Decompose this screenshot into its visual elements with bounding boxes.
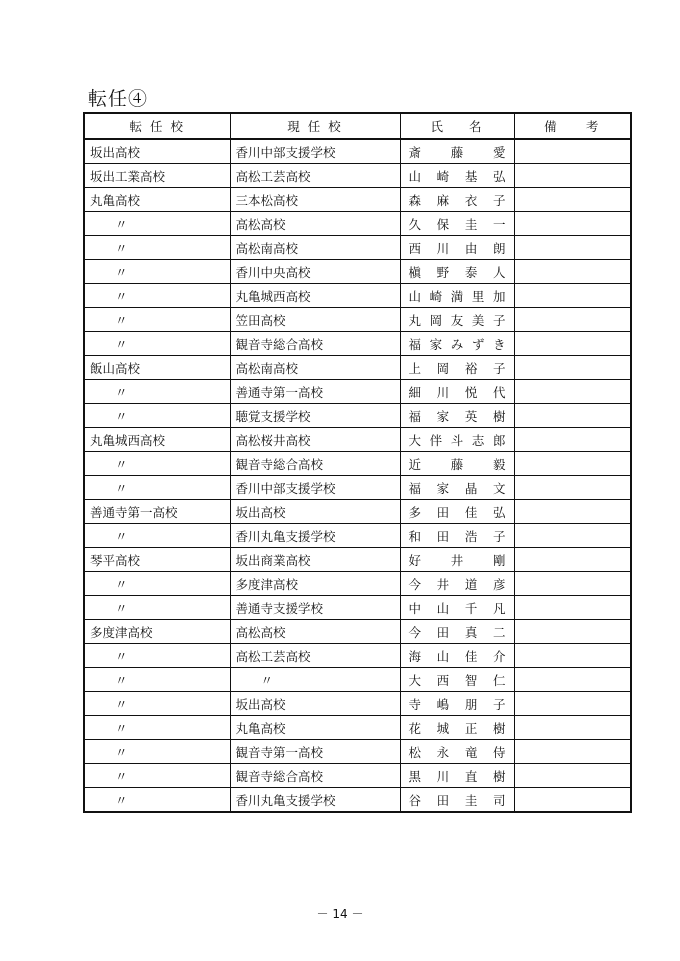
- note-cell: [514, 500, 631, 524]
- current-school-cell: 観音寺総合高校: [230, 452, 400, 476]
- current-school-cell: 多度津高校: [230, 572, 400, 596]
- note-cell: [514, 788, 631, 813]
- current-school-cell: 高松高校: [230, 620, 400, 644]
- name-cell: [400, 620, 514, 644]
- table-row: [84, 764, 631, 788]
- from-school-cell: 〃: [84, 452, 230, 476]
- name-cell: [400, 308, 514, 332]
- name-text: 山 崎 基 弘: [408, 168, 506, 184]
- name-text: 中 山 千 凡: [408, 600, 506, 616]
- from-school-cell: 〃: [84, 236, 230, 260]
- name-text: 黒 川 直 樹: [408, 768, 506, 784]
- name-cell: [400, 764, 514, 788]
- note-cell: [514, 308, 631, 332]
- table-row: [84, 572, 631, 596]
- name-text: 斎 藤 愛: [408, 144, 506, 160]
- from-school-cell: 〃: [84, 260, 230, 284]
- table-row: [84, 692, 631, 716]
- note-cell: [514, 548, 631, 572]
- table-row: [84, 596, 631, 620]
- current-school-cell: 坂出高校: [230, 692, 400, 716]
- name-cell: [400, 404, 514, 428]
- current-school-cell: 高松南高校: [230, 356, 400, 380]
- note-cell: [514, 476, 631, 500]
- current-school-cell: 高松南高校: [230, 236, 400, 260]
- current-school-cell: 高松桜井高校: [230, 428, 400, 452]
- name-text: 和 田 浩 子: [408, 528, 506, 544]
- name-text: 寺 嶋 朋 子: [408, 696, 506, 712]
- table-row: [84, 428, 631, 452]
- table-row: [84, 500, 631, 524]
- from-school-cell: 琴平高校: [84, 548, 230, 572]
- note-cell: [514, 380, 631, 404]
- name-text: 今 井 道 彦: [408, 576, 506, 592]
- name-cell: [400, 284, 514, 308]
- from-school-cell: 〃: [84, 308, 230, 332]
- from-school-cell: 〃: [84, 476, 230, 500]
- note-cell: [514, 620, 631, 644]
- current-school-cell: 高松高校: [230, 212, 400, 236]
- note-cell: [514, 692, 631, 716]
- name-cell: [400, 500, 514, 524]
- current-school-cell: 〃: [230, 668, 400, 692]
- current-school-cell: 善通寺支援学校: [230, 596, 400, 620]
- table-row: [84, 788, 631, 813]
- note-cell: [514, 260, 631, 284]
- table-row: [84, 139, 631, 164]
- name-cell: [400, 668, 514, 692]
- name-text: 福 家 英 樹: [408, 408, 506, 424]
- from-school-cell: 坂出工業高校: [84, 164, 230, 188]
- name-text: 細 川 悦 代: [408, 384, 506, 400]
- name-text: 近 藤 毅: [408, 456, 506, 472]
- table-row: [84, 356, 631, 380]
- note-cell: [514, 356, 631, 380]
- name-cell: [400, 716, 514, 740]
- from-school-cell: 〃: [84, 596, 230, 620]
- from-school-cell: 〃: [84, 788, 230, 813]
- current-school-cell: 丸亀城西高校: [230, 284, 400, 308]
- current-school-cell: 坂出高校: [230, 500, 400, 524]
- from-school-cell: 〃: [84, 764, 230, 788]
- name-text: 丸 岡 友 美 子: [408, 312, 506, 328]
- header-note-char: 考: [585, 119, 601, 134]
- name-cell: [400, 524, 514, 548]
- from-school-cell: 坂出高校: [84, 139, 230, 164]
- note-cell: [514, 188, 631, 212]
- table-row: [84, 188, 631, 212]
- name-cell: [400, 692, 514, 716]
- current-school-cell: 香川中部支援学校: [230, 139, 400, 164]
- header-note: [514, 113, 631, 139]
- from-school-cell: 〃: [84, 644, 230, 668]
- note-cell: [514, 668, 631, 692]
- name-text: 大 伴 斗 志 郎: [408, 432, 506, 448]
- name-cell: [400, 188, 514, 212]
- from-school-cell: 〃: [84, 572, 230, 596]
- name-cell: [400, 236, 514, 260]
- table-body: [84, 139, 631, 812]
- header-note-char: 備: [544, 119, 559, 134]
- header-name: [400, 113, 514, 139]
- from-school-cell: 多度津高校: [84, 620, 230, 644]
- name-cell: [400, 788, 514, 813]
- from-school-cell: 〃: [84, 212, 230, 236]
- name-text: 山 崎 満 里 加: [408, 288, 506, 304]
- current-school-cell: 香川丸亀支援学校: [230, 788, 400, 813]
- from-school-cell: 〃: [84, 380, 230, 404]
- note-cell: [514, 428, 631, 452]
- section-title: 転任④: [88, 88, 149, 110]
- header-name-char: 氏: [430, 119, 445, 134]
- name-text: 福 家 晶 文: [408, 480, 506, 496]
- current-school-cell: 観音寺総合高校: [230, 332, 400, 356]
- name-cell: [400, 260, 514, 284]
- table-row: [84, 284, 631, 308]
- name-cell: [400, 356, 514, 380]
- current-school-cell: 観音寺総合高校: [230, 764, 400, 788]
- note-cell: [514, 596, 631, 620]
- note-cell: [514, 164, 631, 188]
- name-text: 松 永 竜 侍: [408, 744, 506, 760]
- current-school-cell: 坂出商業高校: [230, 548, 400, 572]
- name-text: 槇 野 泰 人: [408, 264, 506, 280]
- from-school-cell: 飯山高校: [84, 356, 230, 380]
- note-cell: [514, 572, 631, 596]
- name-text: 谷 田 圭 司: [408, 792, 506, 808]
- current-school-cell: 観音寺第一高校: [230, 740, 400, 764]
- from-school-cell: 〃: [84, 332, 230, 356]
- table-row: [84, 332, 631, 356]
- table-row: [84, 740, 631, 764]
- header-current-school: 現 任 校: [230, 113, 400, 139]
- table-row: [84, 164, 631, 188]
- from-school-cell: 丸亀高校: [84, 188, 230, 212]
- name-cell: [400, 139, 514, 164]
- name-text: 西 川 由 朗: [408, 240, 506, 256]
- current-school-cell: 高松工芸高校: [230, 644, 400, 668]
- name-text: 森 麻 衣 子: [408, 192, 506, 208]
- name-text: 今 田 真 二: [408, 624, 506, 640]
- name-text: 福 家 み ず き: [408, 336, 506, 352]
- from-school-cell: 〃: [84, 692, 230, 716]
- name-text: 大 西 智 仁: [408, 672, 506, 688]
- note-cell: [514, 284, 631, 308]
- name-cell: [400, 452, 514, 476]
- name-text: 海 山 佳 介: [408, 648, 506, 664]
- name-text: 花 城 正 樹: [408, 720, 506, 736]
- header-name-char: 名: [468, 119, 484, 134]
- table-row: [84, 668, 631, 692]
- current-school-cell: 笠田高校: [230, 308, 400, 332]
- table-row: [84, 644, 631, 668]
- note-cell: [514, 139, 631, 164]
- table-row: [84, 236, 631, 260]
- note-cell: [514, 764, 631, 788]
- name-cell: [400, 212, 514, 236]
- note-cell: [514, 236, 631, 260]
- note-cell: [514, 644, 631, 668]
- name-cell: [400, 740, 514, 764]
- from-school-cell: 〃: [84, 284, 230, 308]
- current-school-cell: 聴覚支援学校: [230, 404, 400, 428]
- from-school-cell: 〃: [84, 404, 230, 428]
- current-school-cell: 三本松高校: [230, 188, 400, 212]
- table-row: [84, 452, 631, 476]
- table-row: [84, 476, 631, 500]
- table-row: [84, 260, 631, 284]
- current-school-cell: 丸亀高校: [230, 716, 400, 740]
- name-text: 好 井 剛: [408, 552, 506, 568]
- note-cell: [514, 212, 631, 236]
- from-school-cell: 善通寺第一高校: [84, 500, 230, 524]
- from-school-cell: 〃: [84, 668, 230, 692]
- current-school-cell: 高松工芸高校: [230, 164, 400, 188]
- table-row: [84, 620, 631, 644]
- table-row: [84, 212, 631, 236]
- name-cell: [400, 428, 514, 452]
- table-row: [84, 716, 631, 740]
- name-cell: [400, 644, 514, 668]
- table-row: [84, 308, 631, 332]
- current-school-cell: 香川中央高校: [230, 260, 400, 284]
- note-cell: [514, 452, 631, 476]
- name-text: 久 保 圭 一: [408, 216, 506, 232]
- table-row: [84, 404, 631, 428]
- current-school-cell: 香川中部支援学校: [230, 476, 400, 500]
- from-school-cell: 〃: [84, 716, 230, 740]
- note-cell: [514, 716, 631, 740]
- name-cell: [400, 476, 514, 500]
- from-school-cell: 丸亀城西高校: [84, 428, 230, 452]
- name-cell: [400, 548, 514, 572]
- note-cell: [514, 332, 631, 356]
- table-row: [84, 524, 631, 548]
- table-row: [84, 548, 631, 572]
- page-number: － 14 －: [316, 907, 364, 921]
- transfer-table: [83, 112, 632, 813]
- note-cell: [514, 524, 631, 548]
- current-school-cell: 香川丸亀支援学校: [230, 524, 400, 548]
- current-school-cell: 善通寺第一高校: [230, 380, 400, 404]
- header-from-school: 転 任 校: [84, 113, 230, 139]
- note-cell: [514, 404, 631, 428]
- name-text: 多 田 佳 弘: [408, 504, 506, 520]
- name-text: 上 岡 裕 子: [408, 360, 506, 376]
- note-cell: [514, 740, 631, 764]
- name-cell: [400, 380, 514, 404]
- table-row: [84, 380, 631, 404]
- name-cell: [400, 572, 514, 596]
- name-cell: [400, 332, 514, 356]
- name-cell: [400, 596, 514, 620]
- from-school-cell: 〃: [84, 740, 230, 764]
- from-school-cell: 〃: [84, 524, 230, 548]
- name-cell: [400, 164, 514, 188]
- table-header-row: [84, 113, 631, 139]
